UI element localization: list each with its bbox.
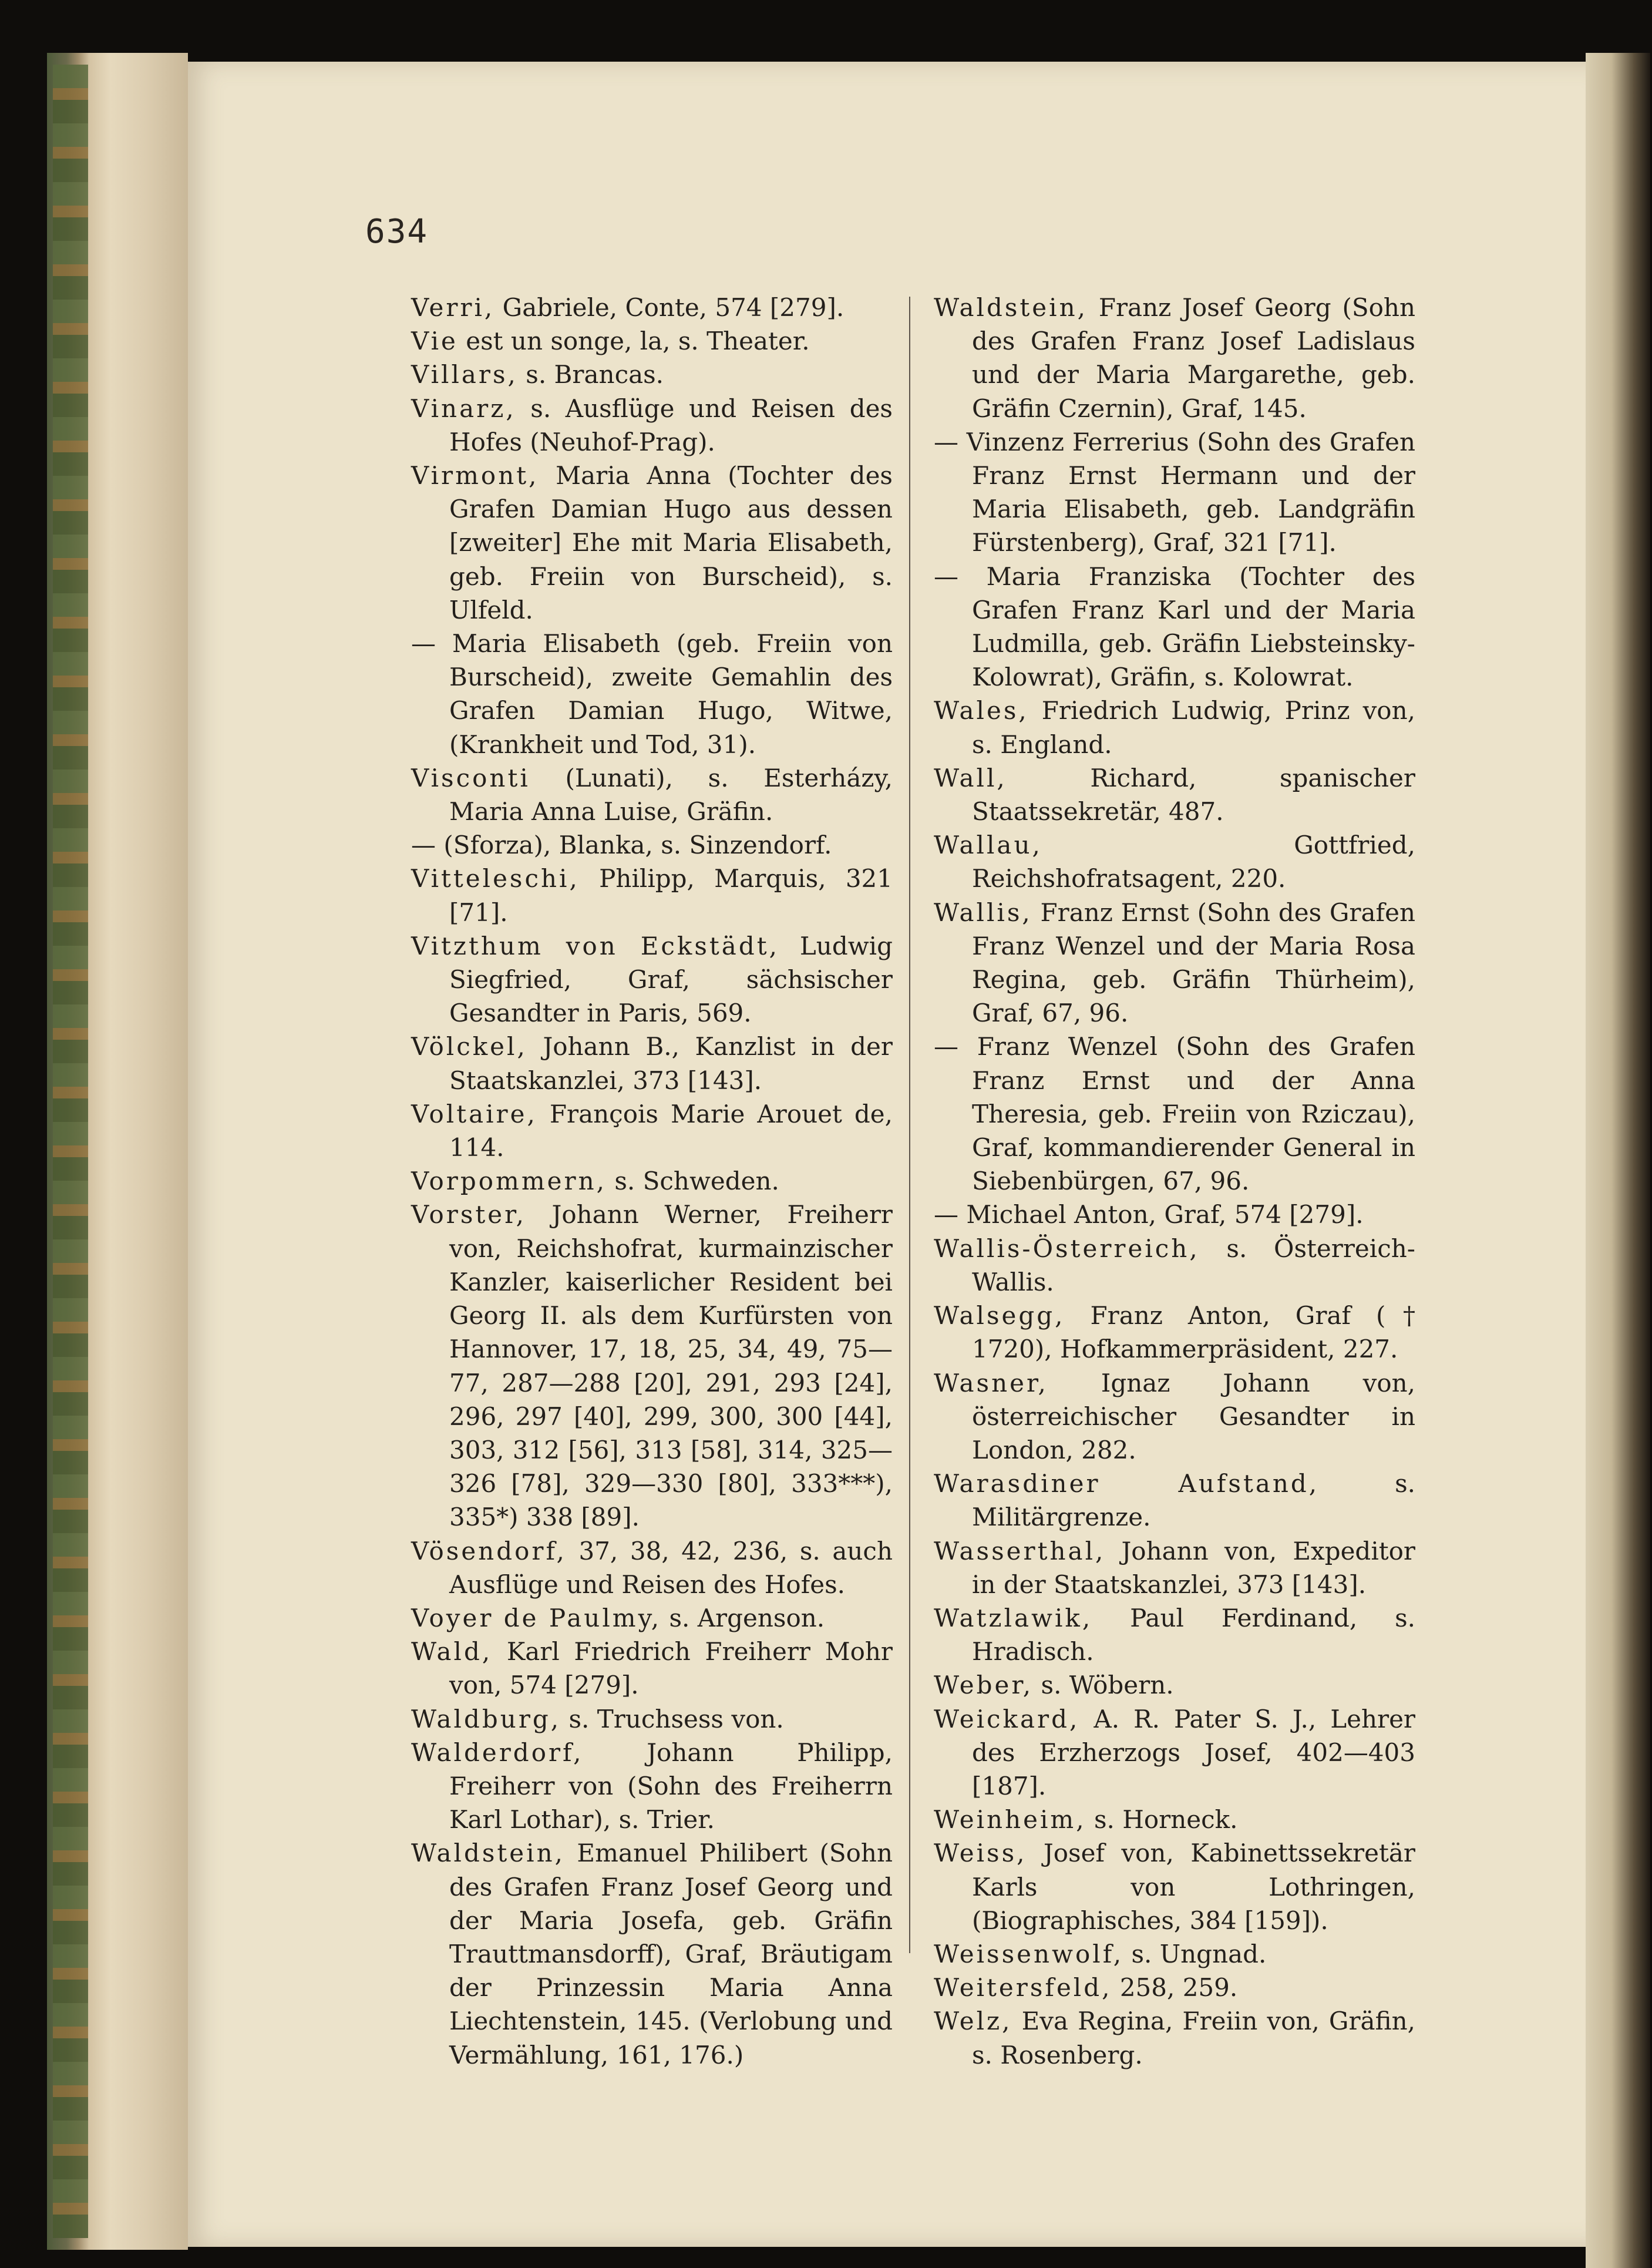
entry-headword: Völckel, <box>411 1032 527 1061</box>
book-right-edge <box>1586 53 1650 2268</box>
entry-text: Franz Ernst (Sohn des Grafen Franz Wenzel und der Maria Rosa Regina, geb. Gräfin Thürheim), Graf, 67, 96. <box>972 898 1416 1028</box>
entry-text: Johann Werner, Freiherr von, Reichshofrat, kurmainzischer Kanzler, kaiserlicher Resident bei Georg II. als dem Kurfürsten von Hannover, 17, 18, 25, 34, 49, 75—77, 287—288 [20], 291, 293 [24], 296, 297 [40], 299, 300, 300 [44], 303, 312 [56], 313 [58], 314, 325—326 [78], 329—330 [80], 333***), 335*) 338 [89]. <box>449 1200 893 1532</box>
index-subentry <box>411 828 893 862</box>
entry-headword: Vitteleschi, <box>411 864 580 893</box>
entry-headword: Vösendorf, <box>411 1536 567 1565</box>
entry-text: Richard, spanischer Staatssekretär, 487. <box>972 763 1415 826</box>
entry-headword: Walderdorf, <box>411 1738 584 1767</box>
index-entry <box>934 1836 1415 1937</box>
entry-headword: Weickard, <box>934 1704 1080 1733</box>
index-entry <box>411 1097 893 1164</box>
entry-headword: Voyer de Paulmy, <box>411 1603 662 1632</box>
entry-text: — (Sforza), Blanka, s. Sinzendorf. <box>411 831 832 860</box>
entry-text: Eva Regina, Freiin von, Gräfin, s. Rosenberg. <box>972 2007 1415 2069</box>
entry-headword: Vinarz, <box>411 394 516 423</box>
index-entry <box>411 1836 893 2071</box>
entry-text: Emanuel Philibert (Sohn des Grafen Franz Josef Georg und der Maria Josefa, geb. Gräfin Trauttmansdorff), Graf, Bräutigam der Prinzessin Maria Anna Liechtenstein, 145. (Verlobung und Vermählung, 161, 176.) <box>449 1839 893 2069</box>
index-entry <box>934 1534 1415 1601</box>
entry-headword: Weber, <box>934 1671 1034 1700</box>
entry-text: — Maria Elisabeth (geb. Freiin von Burscheid), zweite Gemahlin des Grafen Damian Hugo, Witwe, (Krankheit und Tod, 31). <box>411 629 893 759</box>
index-entry <box>411 324 893 358</box>
entry-headword: Wallis-Österreich, <box>934 1234 1200 1263</box>
index-entry <box>411 1635 893 1702</box>
entry-headword: Wasserthal, <box>934 1536 1106 1565</box>
entry-text: s. Horneck. <box>1094 1805 1238 1834</box>
book-spine <box>53 65 88 2238</box>
entry-text: s. Ungnad. <box>1131 1939 1267 1968</box>
index-entry <box>934 828 1415 895</box>
entry-headword: Wall, <box>934 763 1007 792</box>
index-entry <box>934 1937 1415 1971</box>
entry-text: 258, 259. <box>1119 1973 1238 2002</box>
index-subentry <box>934 425 1415 560</box>
index-entry <box>411 761 893 828</box>
index-entry <box>934 1702 1415 1803</box>
entry-text: s. Brancas. <box>526 360 664 389</box>
index-entry <box>411 459 893 627</box>
index-entry <box>934 1467 1415 1534</box>
index-entry <box>934 896 1415 1030</box>
index-entry <box>934 1971 1415 2004</box>
index-column-right <box>934 291 1415 2072</box>
entry-headword: Visconti <box>411 763 530 792</box>
index-entry <box>411 358 893 391</box>
entry-text: Johann B., Kanzlist in der Staatskanzlei, 373 [143]. <box>449 1032 893 1095</box>
entry-text: Friedrich Ludwig, Prinz von, s. England. <box>972 696 1415 759</box>
entry-headword: Vorpommern, <box>411 1167 607 1196</box>
entry-text: Philipp, Marquis, 321 [71]. <box>449 864 893 927</box>
entry-text: s. Truchsess von. <box>568 1704 784 1733</box>
entry-text: s. Militärgrenze. <box>972 1469 1415 1532</box>
index-entry <box>411 1198 893 1534</box>
entry-text: — Michael Anton, Graf, 574 [279]. <box>934 1200 1364 1229</box>
entry-text: Karl Friedrich Freiherr Mohr von, 574 [279]. <box>449 1637 893 1700</box>
index-subentry <box>934 1030 1415 1198</box>
entry-headword: Welz, <box>934 2007 1012 2036</box>
entry-headword: Wales, <box>934 696 1029 725</box>
entry-text: (Lunati), s. Esterházy, Maria Anna Luise, Gräfin. <box>449 763 893 826</box>
index-subentry <box>934 1198 1415 1231</box>
entry-headword: Vitzthum von Eckstädt, <box>411 931 779 960</box>
entry-text: Ludwig Siegfried, Graf, sächsischer Gesandter in Paris, 569. <box>449 931 893 1028</box>
index-entry <box>411 291 893 324</box>
entry-headword: Weinheim, <box>934 1805 1086 1834</box>
index-entry <box>934 1668 1415 1702</box>
entry-text: Gabriele, Conte, 574 [279]. <box>502 293 844 322</box>
index-entry <box>411 1030 893 1097</box>
entry-text: Johann Philipp, Freiherr von (Sohn des Freiherrn Karl Lothar), s. Trier. <box>449 1738 893 1834</box>
index-entry <box>411 392 893 459</box>
entry-headword: Voltaire, <box>411 1099 537 1128</box>
entry-text: — Maria Franziska (Tochter des Grafen Franz Karl und der Maria Ludmilla, geb. Gräfin Liebsteinsky-Kolowrat), Gräfin, s. Kolowrat. <box>934 562 1415 692</box>
index-entry <box>934 694 1415 761</box>
index-entry <box>934 1299 1415 1366</box>
index-entry <box>934 1232 1415 1299</box>
page-number: 634 <box>365 213 429 251</box>
index-entry <box>411 1702 893 1736</box>
entry-headword: Waldstein, <box>934 293 1088 322</box>
entry-text: Johann von, Expeditor in der Staatskanzlei, 373 [143]. <box>972 1536 1415 1599</box>
entry-headword: Virmont, <box>411 461 539 490</box>
index-entry <box>934 761 1415 828</box>
entry-text: Maria Anna (Tochter des Grafen Damian Hugo aus dessen [zweiter] Ehe mit Maria Elisabeth, geb. Freiin von Burscheid), s. Ulfeld. <box>449 461 893 624</box>
entry-text: — Franz Wenzel (Sohn des Grafen Franz Ernst und der Anna Theresia, geb. Freiin von Rziczau), Graf, kommandierender General in Siebenbürgen, 67, 96. <box>934 1032 1415 1196</box>
index-entry <box>934 1803 1415 1836</box>
index-entry <box>411 1736 893 1837</box>
index-entry <box>934 1366 1415 1467</box>
entry-text: est un songe, la, s. Theater. <box>466 327 810 356</box>
entry-text: Josef von, Kabinettssekretär Karls von Lothringen, (Biographisches, 384 [159]). <box>972 1839 1415 1935</box>
entry-headword: Wallis, <box>934 898 1032 927</box>
entry-headword: Watzlawik, <box>934 1603 1093 1632</box>
entry-text: — Vinzenz Ferrerius (Sohn des Grafen Franz Ernst Hermann und der Maria Elisabeth, geb. Landgräfin Fürstenberg), Graf, 321 [71]. <box>934 427 1415 557</box>
entry-text: A. R. Pater S. J., Lehrer des Erzherzogs Josef, 402—403 [187]. <box>972 1704 1415 1800</box>
entry-headword: Villars, <box>411 360 518 389</box>
index-entry <box>411 862 893 929</box>
entry-headword: Vie <box>411 327 458 356</box>
entry-text: Paul Ferdinand, s. Hradisch. <box>972 1603 1415 1666</box>
column-divider <box>909 297 910 1953</box>
index-entry <box>934 1601 1415 1668</box>
entry-headword: Vorster, <box>411 1200 526 1229</box>
entry-headword: Walsegg, <box>934 1301 1065 1330</box>
entry-headword: Weitersfeld, <box>934 1973 1112 2002</box>
entry-text: 37, 38, 42, 236, s. auch Ausflüge und Reisen des Hofes. <box>449 1536 893 1599</box>
entry-headword: Wald, <box>411 1637 493 1666</box>
index-column-left <box>411 291 893 2072</box>
entry-text: s. Schweden. <box>614 1167 779 1196</box>
index-subentry <box>411 627 893 761</box>
entry-headword: Weissenwolf, <box>934 1939 1124 1968</box>
index-entry <box>411 1534 893 1601</box>
index-subentry <box>934 560 1415 694</box>
entry-headword: Wasner, <box>934 1368 1048 1397</box>
entry-text: Gottfried, Reichshofratsagent, 220. <box>972 831 1415 893</box>
entry-text: François Marie Arouet de, 114. <box>449 1099 893 1162</box>
entry-headword: Weiss, <box>934 1839 1027 1868</box>
entry-headword: Warasdiner Aufstand, <box>934 1469 1320 1498</box>
entry-headword: Waldstein, <box>411 1839 565 1868</box>
index-entry <box>411 1164 893 1198</box>
entry-text: s. Wöbern. <box>1041 1671 1174 1700</box>
index-entry <box>411 1601 893 1635</box>
entry-headword: Waldburg, <box>411 1704 561 1733</box>
entry-text: Franz Anton, Graf († 1720), Hofkammerpräsident, 227. <box>972 1301 1415 1364</box>
entry-headword: Verri, <box>411 293 495 322</box>
entry-text: s. Österreich-Wallis. <box>972 1234 1415 1296</box>
entry-text: s. Argenson. <box>669 1603 825 1632</box>
index-entry <box>934 291 1415 425</box>
entry-headword: Wallau, <box>934 831 1042 860</box>
entry-text: s. Ausflüge und Reisen des Hofes (Neuhof-Prag). <box>449 394 893 456</box>
entry-text: Franz Josef Georg (Sohn des Grafen Franz Josef Ladislaus und der Maria Margarethe, geb. Gräfin Czernin), Graf, 145. <box>972 293 1415 423</box>
index-entry <box>934 2004 1415 2071</box>
index-entry <box>411 929 893 1030</box>
entry-text: Ignaz Johann von, österreichischer Gesandter in London, 282. <box>972 1368 1416 1464</box>
